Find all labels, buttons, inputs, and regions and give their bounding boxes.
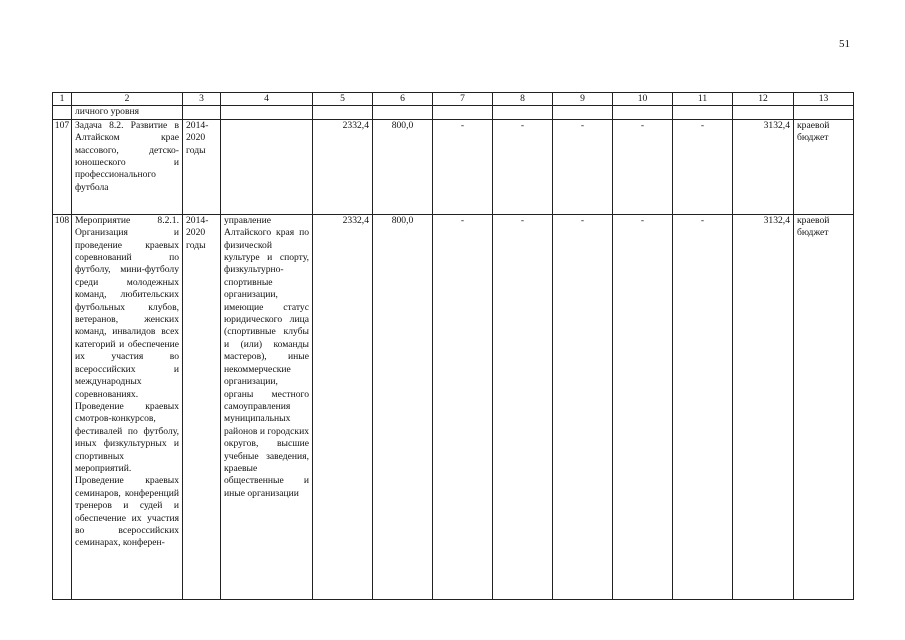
header-cell: 6 — [373, 93, 433, 106]
row-name: Задача 8.2. Развитие в Алтайском крае массового, детско-юношеского и профессионального футбола — [72, 119, 183, 214]
header-cell: 2 — [72, 93, 183, 106]
header-row — [53, 93, 854, 106]
row-value-7: - — [433, 119, 493, 214]
row-number: 108 — [53, 214, 72, 599]
row-value-6: 800,0 — [373, 214, 433, 599]
row-value-10: - — [613, 214, 673, 599]
continuation-text: личного уровня — [72, 106, 183, 119]
header-cell: 9 — [553, 93, 613, 106]
header-cell: 10 — [613, 93, 673, 106]
row-source: краевой бюджет — [794, 214, 854, 599]
row-number: 107 — [53, 119, 72, 214]
row-period: 2014-2020 годы — [183, 214, 221, 599]
row-source: краевой бюджет — [794, 119, 854, 214]
continuation-row — [53, 106, 854, 119]
header-cell: 5 — [313, 93, 373, 106]
row-value-7: - — [433, 214, 493, 599]
row-value-11: - — [673, 119, 733, 214]
row-value-6: 800,0 — [373, 119, 433, 214]
row-value-8: - — [493, 214, 553, 599]
header-cell: 13 — [794, 93, 854, 106]
row-executor: управление Алтайского края по физической культуре и спорту, физкультурно-спортивные организации, имеющие статус юридического лица (спортивные клубы и (или) команды мастеров), иные некоммерческие организации, органы местного самоуправления муниципальных районов и городских округов, высшие учебные заведения, краевые общественные и иные организации — [221, 214, 313, 599]
row-value-8: - — [493, 119, 553, 214]
row-name: Мероприятие 8.2.1. Организация и проведение краевых соревнований по футболу, мини-футболу среди молодежных команд, любительских футбольных клубов, ветеранов, женских команд, инвалидов всех категорий и обеспечение их участия во всероссийских и международных соревнованиях. Проведение краевых смотров-конкурсов, фестивалей по футболу, иных физкультурных и спортивных мероприятий. Проведение краевых семинаров, конференций тренеров и судей и обеспечение их участия во всероссийских семинарах, конферен- — [72, 214, 183, 599]
row-value-12: 3132,4 — [733, 214, 794, 599]
row-value-9: - — [553, 119, 613, 214]
header-cell: 7 — [433, 93, 493, 106]
row-value-10: - — [613, 119, 673, 214]
header-cell: 12 — [733, 93, 794, 106]
header-cell: 3 — [183, 93, 221, 106]
page-number: 51 — [839, 38, 850, 50]
header-cell: 8 — [493, 93, 553, 106]
row-value-5: 2332,4 — [313, 119, 373, 214]
table-row — [53, 119, 854, 214]
row-value-5: 2332,4 — [313, 214, 373, 599]
row-period: 2014-2020 годы — [183, 119, 221, 214]
row-executor — [221, 119, 313, 214]
row-value-12: 3132,4 — [733, 119, 794, 214]
header-cell: 11 — [673, 93, 733, 106]
budget-table — [52, 92, 854, 600]
header-cell: 1 — [53, 93, 72, 106]
table-row — [53, 214, 854, 599]
header-cell: 4 — [221, 93, 313, 106]
row-value-11: - — [673, 214, 733, 599]
row-value-9: - — [553, 214, 613, 599]
